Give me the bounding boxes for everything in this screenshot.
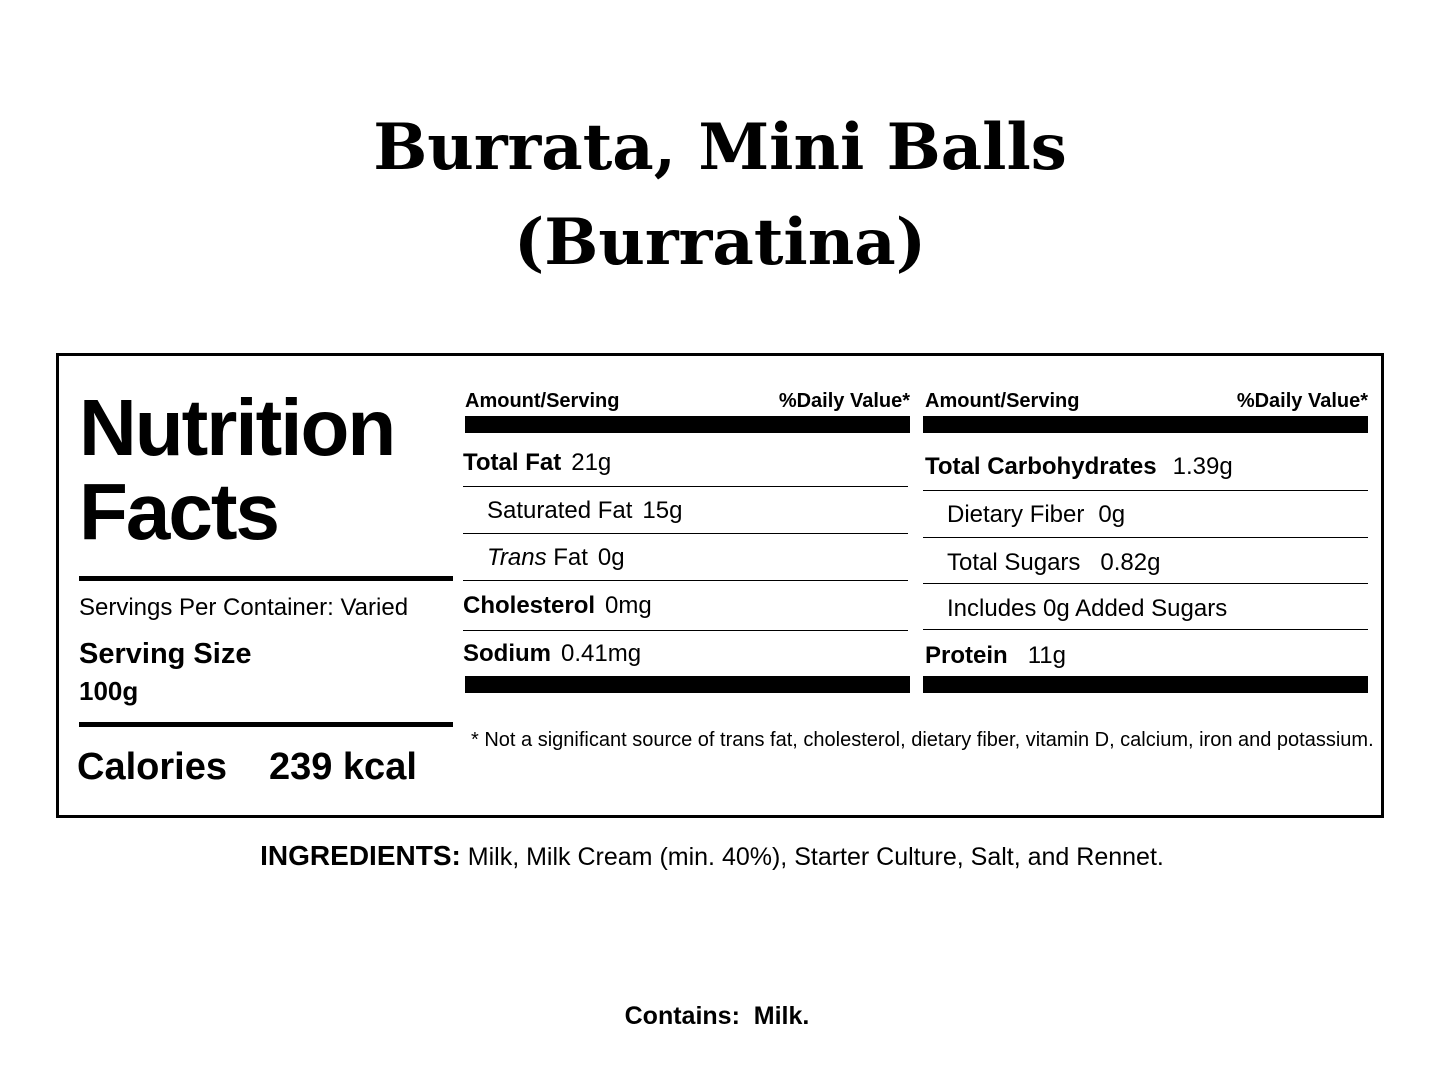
ingredients-line	[0, 840, 1424, 872]
row-divider	[463, 580, 908, 581]
row-divider	[923, 629, 1368, 630]
ingredients-label: INGREDIENTS:	[260, 840, 461, 871]
nutrient-value: 0.82g	[1100, 549, 1161, 576]
calories-row	[77, 746, 417, 789]
nutrient-name: Total Carbohydrates	[925, 453, 1157, 480]
serving-size-value: 100g	[79, 676, 139, 706]
nutrient-name: Dietary Fiber	[947, 501, 1085, 528]
nutrient-name: Total Sugars	[947, 549, 1081, 576]
nutrient-row-total-fat	[463, 449, 611, 477]
nutrient-row-trans-fat	[487, 544, 625, 572]
row-divider	[923, 490, 1368, 491]
nutrient-name: Cholesterol	[463, 592, 596, 619]
nutrient-name: Total Fat	[463, 449, 562, 476]
nutrient-column-left	[463, 386, 910, 667]
calories-value: 239 kcal	[268, 746, 417, 788]
nutrition-facts-panel	[56, 353, 1384, 818]
nutrient-name: Sodium	[463, 640, 551, 667]
column-header	[463, 386, 910, 416]
nutrient-row-cholesterol	[463, 592, 652, 620]
amount-serving-header: Amount/Serving	[925, 390, 1080, 412]
nutrient-name: Protein	[925, 642, 1008, 669]
nutrient-name: Includes 0g Added Sugars	[947, 595, 1228, 622]
row-divider	[923, 583, 1368, 584]
servings-per-container: Servings Per Container: Varied	[79, 594, 409, 621]
allergen-contains: Contains: Milk.	[624, 1002, 810, 1030]
row-divider	[923, 537, 1368, 538]
nutrient-row-added-sugars	[947, 595, 1227, 623]
nutrient-value: 21g	[571, 449, 612, 476]
serving-size-label: Serving Size	[79, 638, 252, 670]
nutrient-value: 11g	[1027, 642, 1066, 669]
heading-line1: Nutrition	[79, 383, 395, 472]
nutrient-value: 0.41mg	[561, 640, 642, 667]
row-divider	[463, 533, 908, 534]
amount-serving-header: Amount/Serving	[465, 390, 620, 412]
nutrient-row-dietary-fiber	[947, 501, 1125, 529]
daily-value-header: %Daily Value*	[778, 390, 910, 412]
divider-thick	[79, 722, 453, 727]
product-title-line2: (Burratina)	[514, 205, 926, 280]
nutrient-row-total-sugars	[947, 549, 1160, 577]
footer-bar	[465, 676, 910, 693]
row-divider	[463, 630, 908, 631]
column-header	[923, 386, 1368, 416]
nutrient-name: Fat	[546, 544, 588, 571]
row-divider	[463, 486, 908, 487]
heading-line2: Facts	[79, 467, 278, 556]
nutrient-value: 0g	[1098, 501, 1126, 528]
nutrient-value: 1.39g	[1172, 453, 1233, 480]
nutrient-name: Saturated Fat	[487, 497, 633, 524]
footer-bar	[923, 676, 1368, 693]
daily-value-footnote: * Not a significant source of trans fat, cholesterol, dietary fiber, vitamin D, calcium, iron and potassium.	[471, 729, 1374, 751]
product-title	[0, 100, 1440, 290]
divider-thick	[79, 576, 453, 581]
nutrient-row-protein	[925, 642, 1066, 670]
nutrient-value: 15g	[642, 497, 683, 524]
nutrient-value: 0g	[597, 544, 625, 571]
header-bar	[465, 416, 910, 433]
nutrition-facts-heading	[79, 383, 395, 556]
daily-value-header: %Daily Value*	[1236, 390, 1368, 412]
nutrient-row-saturated-fat	[487, 497, 682, 525]
header-bar	[923, 416, 1368, 433]
nutrient-row-total-carbohydrates	[925, 453, 1233, 481]
nutrient-name-italic: Trans	[487, 544, 547, 571]
nutrient-value: 0mg	[605, 592, 652, 619]
nutrient-row-sodium	[463, 640, 641, 668]
calories-label: Calories	[77, 746, 227, 788]
ingredients-text: Milk, Milk Cream (min. 40%), Starter Culture, Salt, and Rennet.	[467, 843, 1164, 871]
nutrient-column-right	[923, 386, 1368, 669]
product-title-line1: Burrata, Mini Balls	[373, 110, 1067, 185]
